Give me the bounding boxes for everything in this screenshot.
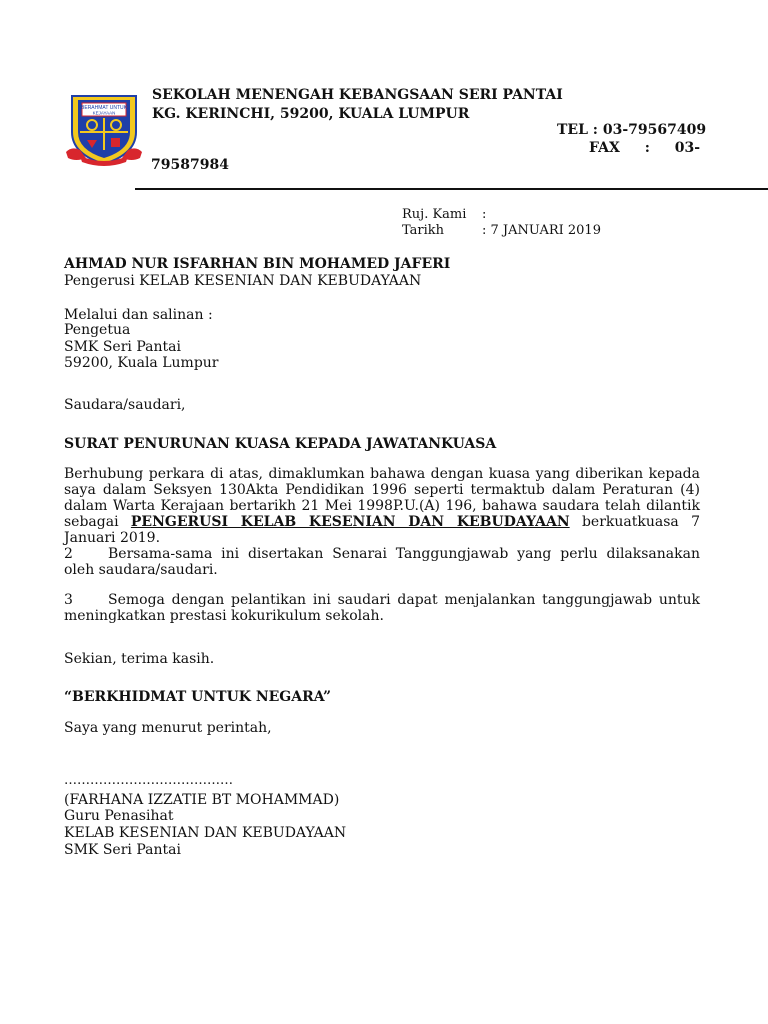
paragraph-2-number: 2: [64, 546, 73, 562]
body-paragraph-2: [64, 546, 700, 578]
fax-number-continued: 79587984: [151, 157, 229, 173]
recipient-name: AHMAD NUR ISFARHAN BIN MOHAMED JAFERI: [64, 256, 451, 272]
reference-label: Ruj. Kami: [402, 207, 467, 222]
signature-line: …………………………………: [64, 773, 233, 788]
signer-school: SMK Seri Pantai: [64, 842, 181, 858]
school-address: KG. KERINCHI, 59200, KUALA LUMPUR: [152, 106, 470, 122]
letter-subject: SURAT PENURUNAN KUASA KEPADA JAWATANKUASA: [64, 436, 497, 452]
body-paragraph-3: [64, 592, 700, 624]
paragraph-3-text: Semoga dengan pelantikan ini saudari dapat menjalankan tanggungjawab untuk meningkatkan prestasi kokurikulum sekolah.: [64, 592, 700, 624]
closing-thanks: Sekian, terima kasih.: [64, 651, 215, 667]
copy-to-line-2: SMK Seri Pantai: [64, 339, 181, 355]
paragraph-1-text: Berhubung perkara di atas, dimaklumkan bahawa dengan kuasa yang diberikan kepada saya dalam Seksyen 130Akta Pendidikan 1996 seperti termaktub dalam Peraturan (4) dalam Warta Kerajaan bertarikh 21 Mei 1998P.U.(A) 196, bahawa saudara telah dilantik sebagai: [64, 466, 700, 530]
closing-obedient: Saya yang menurut perintah,: [64, 720, 272, 736]
copy-to-line-3: 59200, Kuala Lumpur: [64, 355, 219, 371]
paragraph-2-text: Bersama-sama ini disertakan Senarai Tanggungjawab yang perlu dilaksanakan oleh saudara/saudari.: [64, 546, 700, 578]
date-row: [402, 223, 601, 238]
reference-value: :: [482, 207, 487, 222]
copy-to-label: Melalui dan salinan :: [64, 307, 213, 323]
school-crest-logo: [66, 92, 142, 168]
reference-row: [402, 207, 486, 222]
recipient-title: Pengerusi KELAB KESENIAN DAN KEBUDAYAAN: [64, 273, 422, 289]
body-paragraph-1: [64, 466, 700, 546]
signer-club: KELAB KESENIAN DAN KEBUDAYAAN: [64, 825, 347, 841]
paragraph-3-number: 3: [64, 592, 73, 608]
signer-role: Guru Penasihat: [64, 808, 174, 824]
salutation: Saudara/saudari,: [64, 397, 186, 413]
appointed-position: PENGERUSI KELAB KESENIAN DAN KEBUDAYAAN: [130, 514, 570, 530]
motto: “BERKHIDMAT UNTUK NEGARA”: [64, 689, 332, 705]
date-value: : 7 JANUARI 2019: [482, 223, 601, 238]
copy-to-line-1: Pengetua: [64, 322, 131, 338]
date-label: Tarikh: [402, 223, 445, 238]
header-divider: [135, 188, 768, 190]
telephone-number: TEL : 03-79567409: [557, 122, 707, 138]
svg-text:KEJAYAAN: KEJAYAAN: [92, 110, 116, 116]
svg-text:BERAHMAT UNTUK: BERAHMAT UNTUK: [81, 105, 127, 111]
school-name: SEKOLAH MENENGAH KEBANGSAAN SERI PANTAI: [152, 87, 563, 103]
signer-name: (FARHANA IZZATIE BT MOHAMMAD): [64, 792, 340, 808]
fax-number: FAX : 03-: [589, 140, 701, 156]
paragraph-1-end: berkuatkuasa 7 Januari 2019.: [64, 514, 700, 546]
